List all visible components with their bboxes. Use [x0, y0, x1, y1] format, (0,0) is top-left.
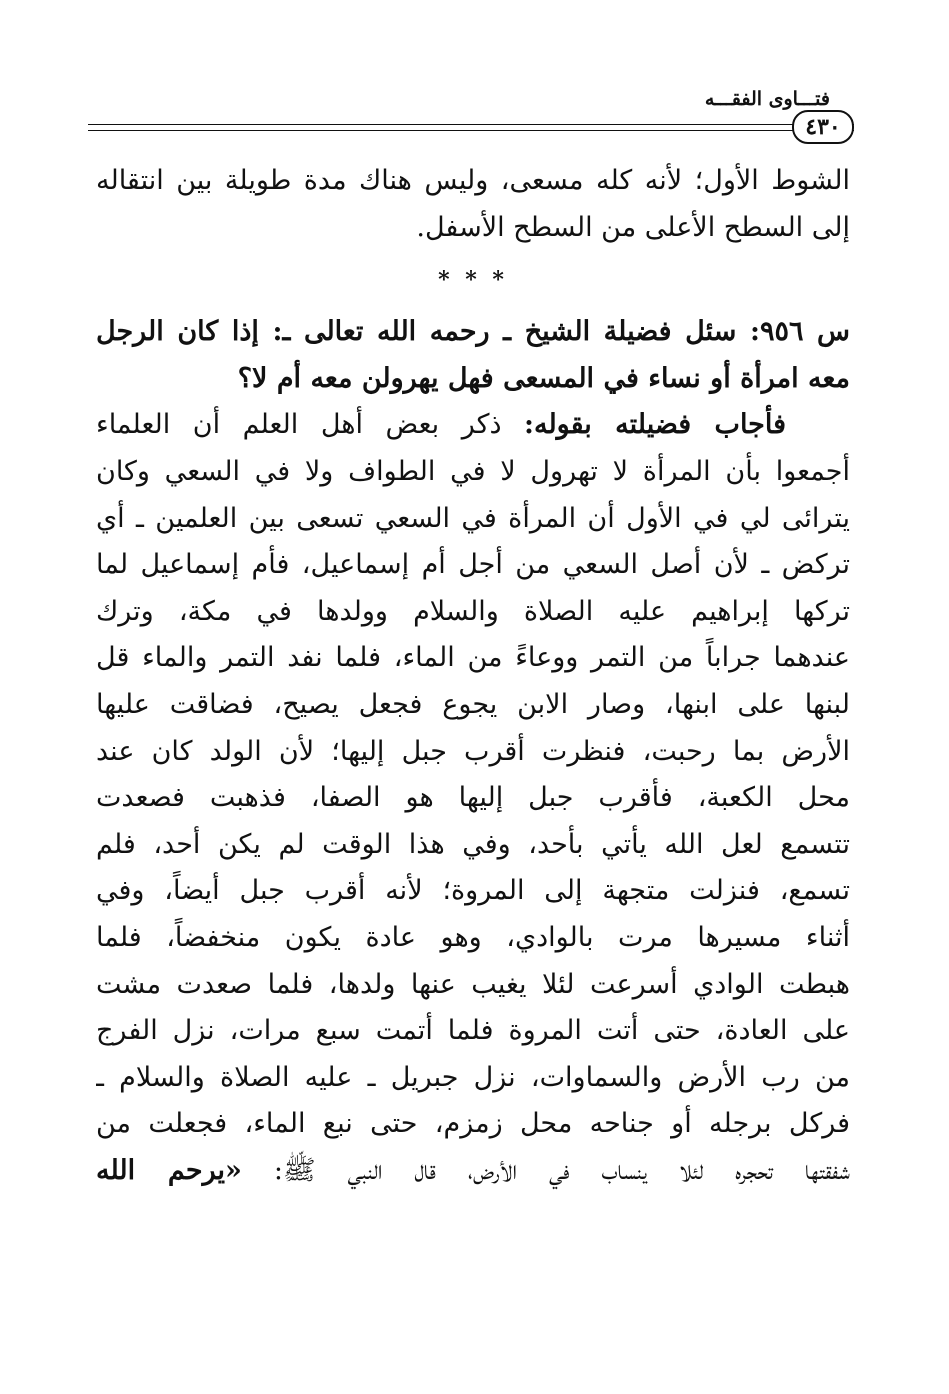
- answer-line: تركض ـ لأن أصل السعي من أجل أم إسماعيل، فأم إسماعيل لما: [96, 549, 850, 581]
- running-title: فتـــاوى الفقـــه: [704, 88, 830, 110]
- page-number: ٤٣٠: [792, 110, 854, 144]
- answer-first-rest: ذكر بعض أهل العلم أن العلماء: [96, 409, 524, 441]
- section-separator: * * *: [438, 267, 508, 294]
- answer-line: يترائى لي في الأول أن المرأة في السعي تسعى بين العلمين ـ أي: [96, 502, 850, 534]
- question-line: س ٩٥٦: سئل فضيلة الشيخ ـ رحمه الله تعالى ـ: إذا كان الرجل: [96, 316, 850, 348]
- question-line: معه امرأة أو نساء في المسعى فهل يهرولن معه أم لا؟: [237, 362, 850, 394]
- answer-line: محل الكعبة، فأقرب جبل إليها هو الصفا، فذهبت فصعدت: [96, 782, 850, 814]
- answer-line: أجمعوا بأن المرأة لا تهرول لا في الطواف ولا في السعي وكان: [96, 455, 850, 487]
- text-line: الشوط الأول؛ لأنه كله مسعى، وليس هناك مدة طويلة بين انتقاله: [96, 165, 850, 196]
- answer-line: من رب الأرض والسماوات، نزل جبريل ـ عليه الصلاة والسلام ـ: [96, 1061, 850, 1093]
- answer-first-line: [96, 402, 850, 449]
- text-line: إلى السطح الأعلى من السطح الأسفل.: [416, 211, 850, 243]
- answer-line: هبطت الوادي أسرعت لئلا يغيب عنها ولدها، فلما صعدت مشت: [96, 968, 850, 1000]
- answer-line: تسمع، فنزلت متجهة إلى المروة؛ لأنه أقرب جبل أيضاً، وفي: [96, 875, 850, 907]
- answer-line: الأرض بما رحبت، فنظرت أقرب جبل إليها؛ لأن الولد كان عند: [96, 735, 850, 767]
- page-header: [88, 82, 854, 142]
- answer-intro: فأجاب فضيلته بقوله:: [524, 409, 786, 441]
- answer-line: أثناء مسيرها مرت بالوادي، وهو عادة يكون منخفضاً، فلما: [96, 921, 850, 953]
- answer-last-text: شفقتها تحجره لئلا ينساب في الأرض، قال النبي ﷺ:: [241, 1154, 850, 1186]
- answer-line: فركل برجله أو جناحه محل زمزم، حتى نبع الماء، فجعلت من: [96, 1108, 850, 1140]
- page-body: [96, 158, 850, 1194]
- answer-line: لبنها على ابنها، وصار الابن يجوع فجعل يصيح، فضاقت عليها: [96, 688, 850, 720]
- answer-line: عندهما جراباً من التمر ووعاءً من الماء، فلما نفد التمر والماء قل: [96, 642, 850, 674]
- hadith-quote-start: «يرحم الله: [96, 1154, 242, 1186]
- header-rule: [88, 124, 854, 131]
- answer-line: تتسمع لعل الله يأتي بأحد، وفي هذا الوقت لم يكن أحد، فلم: [96, 828, 850, 860]
- answer-line: على العادة، حتى أتت المروة فلما أتمت سبع مرات، نزل الفرج: [96, 1015, 850, 1047]
- answer-last-line: [96, 1148, 850, 1195]
- answer-line: تركها إبراهيم عليه الصلاة والسلام وولدها في مكة، وترك: [96, 595, 850, 627]
